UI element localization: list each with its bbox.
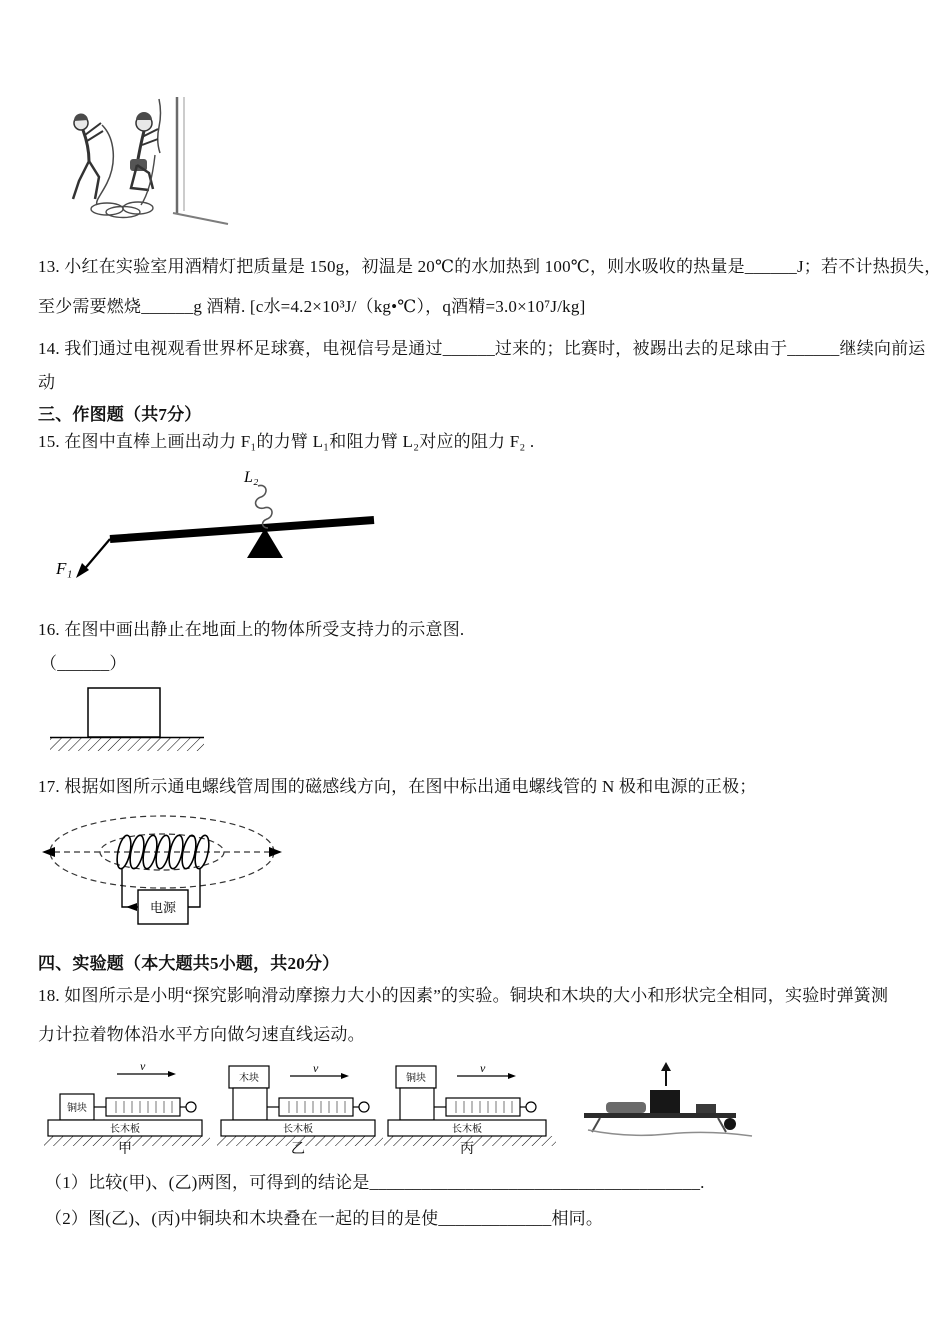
ground-hatching: [50, 738, 204, 751]
rope: [97, 125, 114, 205]
friction-setup-bing: [382, 1058, 560, 1154]
q18-text-line1: 18. 如图所示是小明“探究影响滑动摩擦力大小的因素”的实验。铜块和木块的大小和形状完全相同，实验时弹簧测: [38, 986, 889, 1005]
wood-board-label: 长木板: [452, 1124, 482, 1135]
q16-answer-blank: （______）: [40, 654, 127, 673]
gray-cylinder: [606, 1102, 646, 1113]
q14-text-line1: 14. 我们通过电视观看世界杯足球赛，电视信号是通过______过来的；比赛时，被踢出去的足球由于______继续向前运: [38, 339, 926, 358]
power-supply-label: 电源: [149, 900, 177, 915]
pull-ring: [359, 1102, 369, 1112]
q17-text: 17. 根据如图所示通电螺线管周围的磁感线方向，在图中标出通电螺线管的 N 极和电源的正极；: [38, 777, 757, 796]
children-rope-illustration: [45, 93, 230, 238]
apparatus-photo: [578, 1060, 763, 1145]
copper-block-label: 铜块: [406, 1073, 426, 1084]
cord-coil: [256, 485, 272, 528]
f1-label: F₁: [56, 559, 73, 578]
q18-sub2-text: （2）图(乙)、(丙)中铜块和木块叠在一起的目的是使_____________相同。: [45, 1209, 604, 1228]
friction-setup-yi: [215, 1058, 385, 1154]
field-line-outer: [50, 816, 274, 888]
q14-text-line2: 动: [38, 373, 56, 392]
section-experiment-heading: 四、实验题（本大题共5小题，共20分）: [38, 954, 340, 973]
q18-text-line2: 力计拉着物体沿水平方向做匀速直线运动。: [38, 1025, 365, 1044]
track-rod: [584, 1113, 736, 1118]
q13-text-line1: 13. 小红在实验室用酒精灯把质量是 150g，初温是 20℃的水加热到 100℃，则水吸收的热量是______J；若不计热损失，: [38, 257, 942, 276]
field-arrow-right: [269, 847, 282, 857]
field-arrow-left: [42, 847, 55, 857]
wheel: [724, 1118, 736, 1130]
wood-block-label: 木块: [239, 1073, 259, 1084]
section-drawing-heading: 三、作图题（共7分）: [38, 405, 202, 424]
velocity-label: v: [480, 1061, 486, 1075]
l2-label: L₂: [244, 469, 259, 486]
setup-label-bing: 丙: [460, 1142, 474, 1154]
q13-text-line2: 至少需要燃烧______g 酒精. [c水=4.2×10³J/（kg•℃），q酒精=3.0×10⁷J/kg]: [38, 297, 586, 316]
current-arrow: [126, 903, 137, 911]
q18-sub1-text: （1）比较(甲)、(乙)两图，可得到的结论是______________________________________.: [45, 1173, 705, 1192]
pull-ring: [526, 1102, 536, 1112]
pull-ring: [186, 1102, 196, 1112]
q15-text: 15. 在图中直棒上画出动力 F₁的力臂 L₁和阻力臂 L₂对应的阻力 F₂ .: [38, 432, 535, 451]
wood-board-label: 长木板: [110, 1124, 140, 1135]
velocity-label: v: [140, 1059, 146, 1073]
q16-text: 16. 在图中画出静止在地面上的物体所受支持力的示意图.: [38, 620, 465, 639]
solenoid-field-diagram: [40, 806, 305, 938]
velocity-label: v: [313, 1061, 319, 1075]
spring-scale: [446, 1098, 520, 1116]
wood-block: [400, 1088, 434, 1120]
lever-diagram: [48, 458, 393, 593]
setup-label-jia: 甲: [118, 1142, 132, 1154]
box-on-ground-diagram: [42, 678, 217, 756]
copper-block: [233, 1088, 267, 1120]
lever-bar: [110, 520, 374, 539]
ground-line: [173, 213, 228, 224]
wood-board-label: 长木板: [283, 1124, 313, 1135]
force-f1-arrow: [82, 539, 110, 572]
spring-scale: [279, 1098, 353, 1116]
setup-label-yi: 乙: [291, 1142, 305, 1154]
spring-scale: [106, 1098, 180, 1116]
friction-setup-jia: [42, 1058, 212, 1154]
object-box: [88, 688, 160, 737]
copper-block-label: 铜块: [67, 1103, 87, 1114]
